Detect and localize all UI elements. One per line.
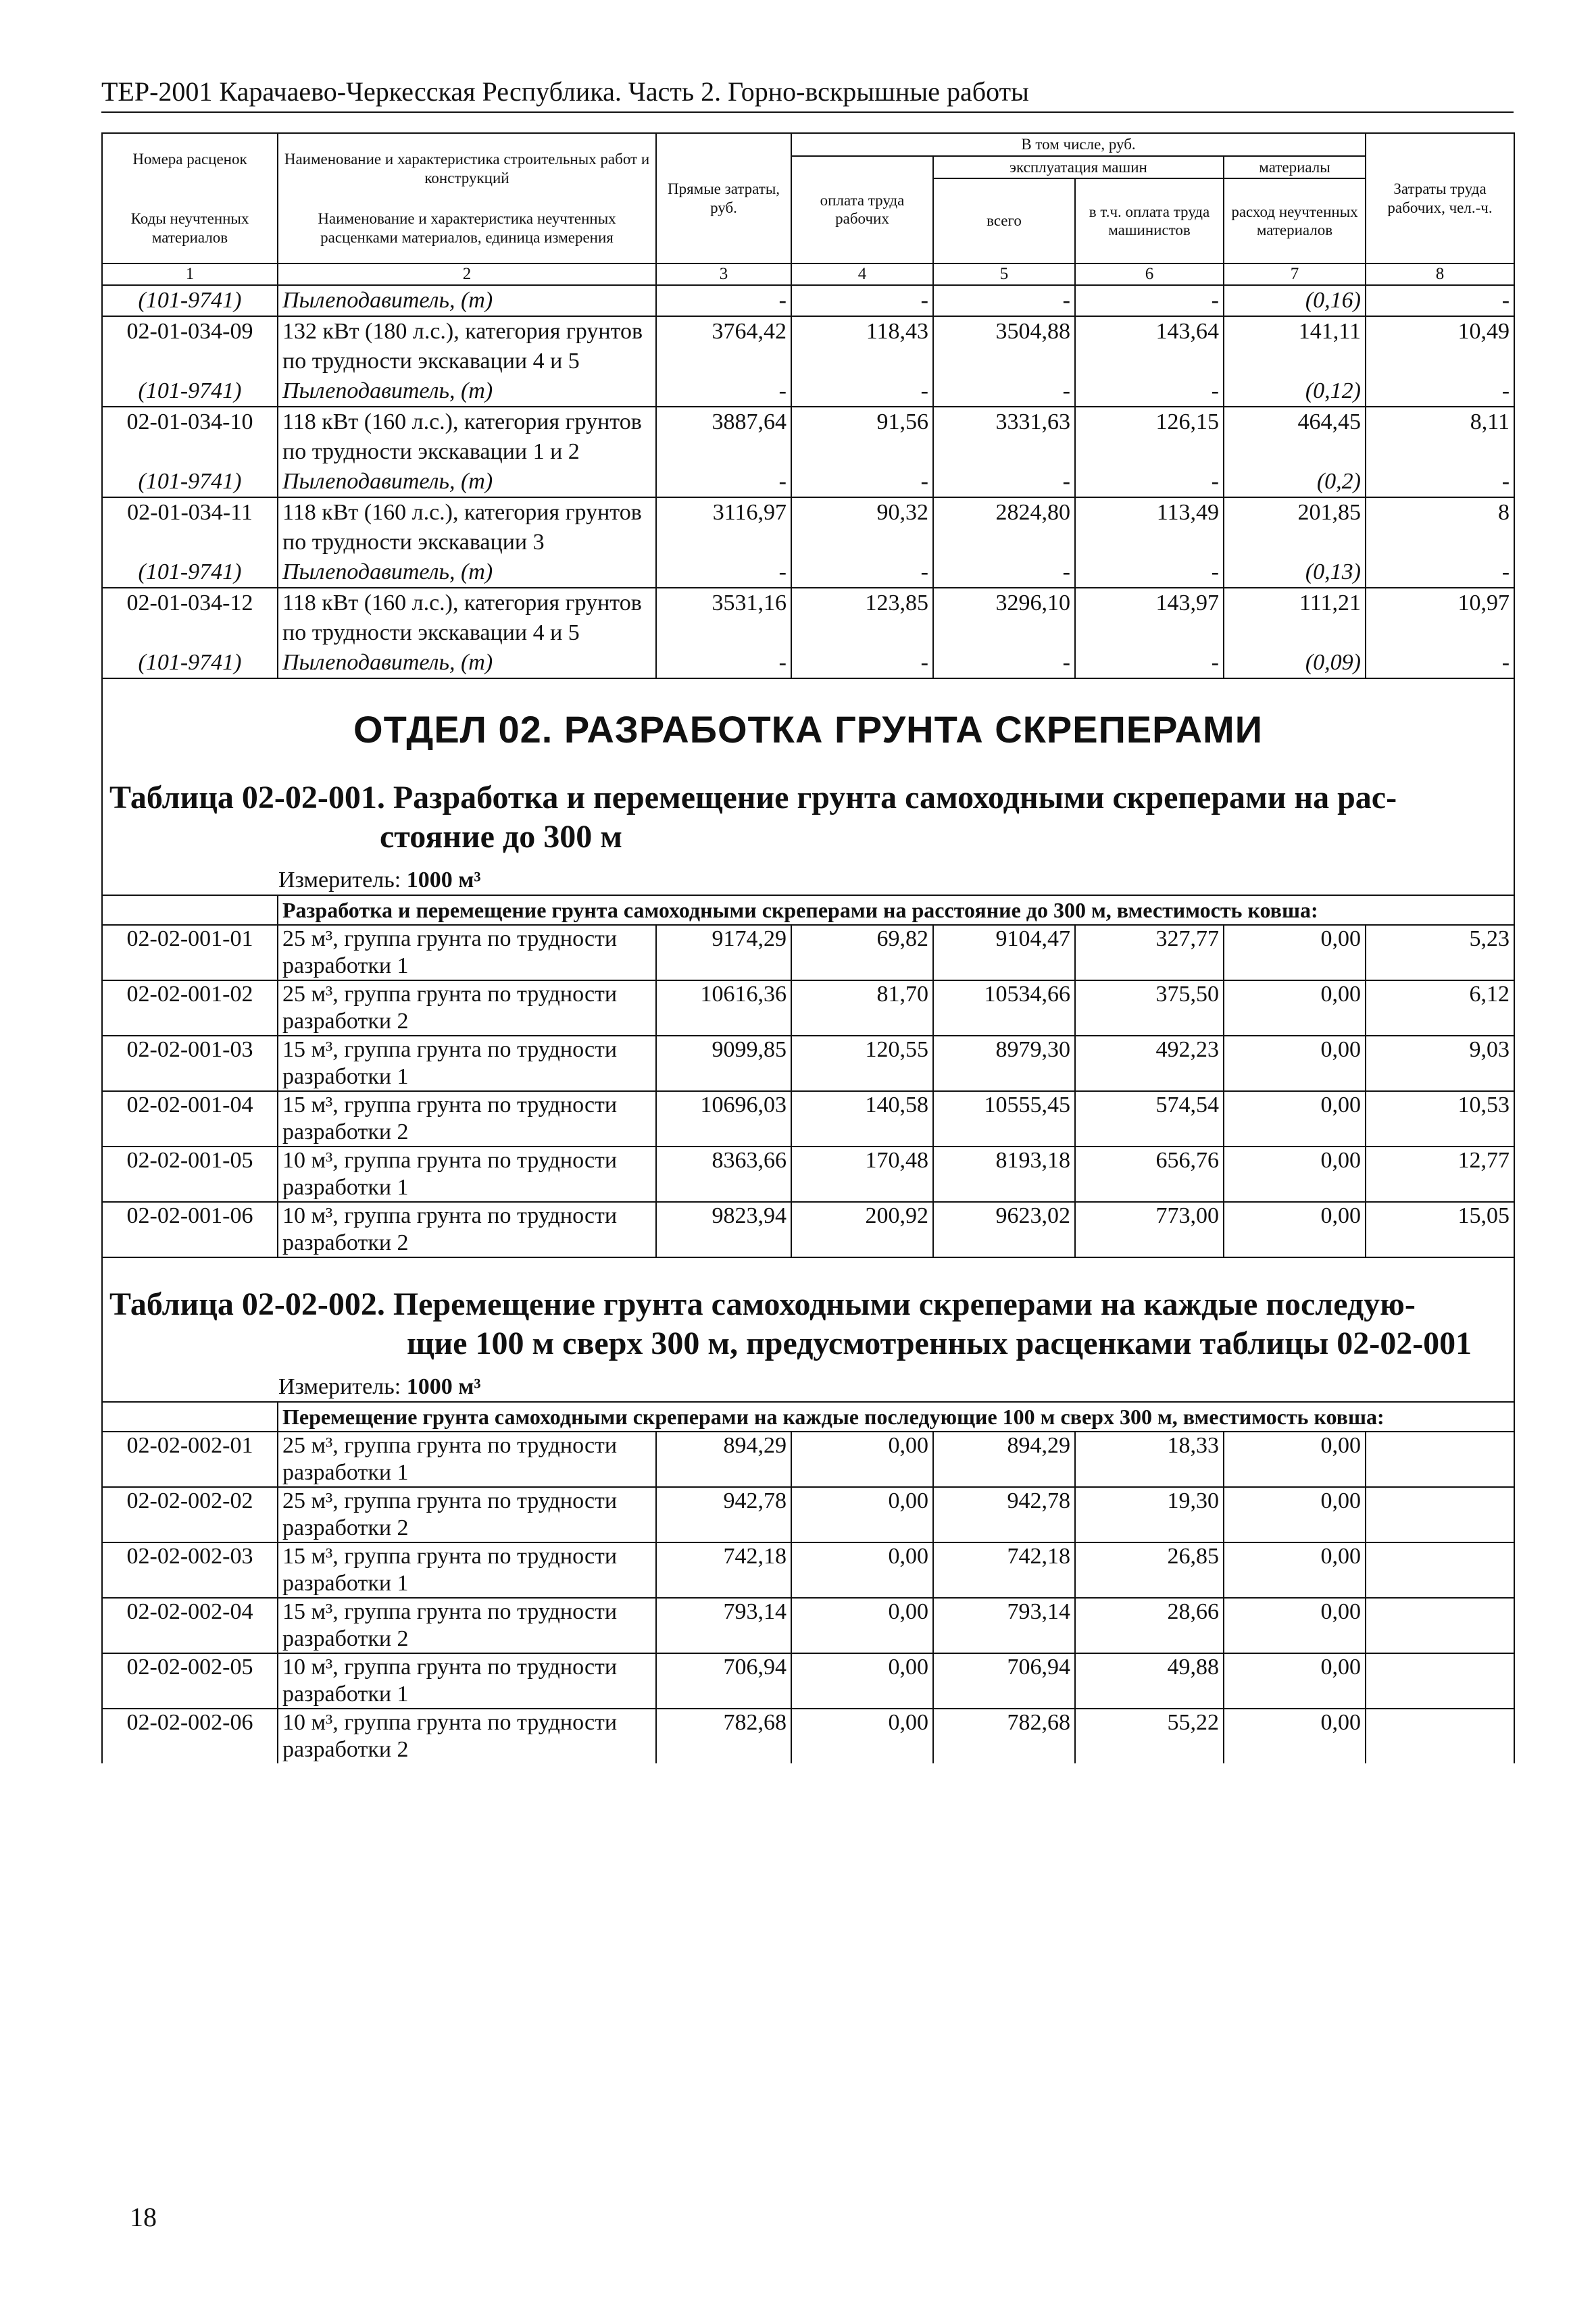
cell-value: (0,09) xyxy=(1224,648,1366,678)
col-machinists: в т.ч. оплата труда машинистов xyxy=(1075,178,1224,263)
measure-label: Измеритель: xyxy=(278,1374,401,1400)
material-row xyxy=(102,376,1514,407)
cell-value: 3531,16 xyxy=(656,588,791,648)
cell-value: 69,82 xyxy=(791,925,933,980)
cell-value: 123,85 xyxy=(791,588,933,648)
cell-code: 02-02-002-01 xyxy=(102,1432,278,1487)
table-row xyxy=(102,316,1514,376)
cell-value: 0,00 xyxy=(791,1709,933,1763)
col-number: 7 xyxy=(1224,263,1366,285)
col-machines-total: всего xyxy=(933,178,1075,263)
cell-value: 3331,63 xyxy=(933,407,1075,467)
cell-code: (101-9741) xyxy=(102,285,278,316)
cell-value: - xyxy=(1075,648,1224,678)
table-row xyxy=(102,1432,1514,1487)
cell-code: (101-9741) xyxy=(102,376,278,407)
rows-02-02-001 xyxy=(102,925,1514,1257)
cell-value: 0,00 xyxy=(791,1542,933,1598)
cell-value: 3764,42 xyxy=(656,316,791,376)
table2-measure xyxy=(107,1363,1510,1400)
cell-name: 10 м³, группа грунта по трудности разработки 1 xyxy=(278,1653,656,1709)
cell-name: 10 м³, группа грунта по трудности разработки 2 xyxy=(278,1709,656,1763)
cell-code: 02-02-001-06 xyxy=(102,1202,278,1257)
cell-value: 742,18 xyxy=(933,1542,1075,1598)
rates-table xyxy=(101,132,1515,1763)
cell-value: 0,00 xyxy=(1224,925,1366,980)
cell-value: - xyxy=(933,376,1075,407)
cell-value: 143,97 xyxy=(1075,588,1224,648)
cell-value: 0,00 xyxy=(1224,1653,1366,1709)
cell-value: 2824,80 xyxy=(933,497,1075,557)
cell-value: 18,33 xyxy=(1075,1432,1224,1487)
cell-value: - xyxy=(656,285,791,316)
cell-value: 5,23 xyxy=(1366,925,1514,980)
cell-value: 170,48 xyxy=(791,1147,933,1202)
cell-value: 9823,94 xyxy=(656,1202,791,1257)
cell-value: - xyxy=(1366,376,1514,407)
cell-value: 0,00 xyxy=(1224,1598,1366,1653)
cell-name: Пылеподавитель, (т) xyxy=(278,648,656,678)
cell-value: (0,13) xyxy=(1224,557,1366,588)
cell-code: 02-02-002-06 xyxy=(102,1709,278,1763)
cell-value: 0,00 xyxy=(1224,1432,1366,1487)
table-row xyxy=(102,1542,1514,1598)
cell-value: 0,00 xyxy=(1224,1709,1366,1763)
material-row xyxy=(102,467,1514,497)
cell-value: - xyxy=(1075,557,1224,588)
table1-title-line1: Таблица 02-02-001. Разработка и перемещение грунта самоходными скреперами на рас- xyxy=(109,780,1397,816)
table-row xyxy=(102,1091,1514,1147)
table2-title xyxy=(107,1278,1510,1363)
cell-value: 81,70 xyxy=(791,980,933,1036)
cell-name: 15 м³, группа грунта по трудности разработки 2 xyxy=(278,1091,656,1147)
cell-value: 120,55 xyxy=(791,1036,933,1091)
cell-value: 793,14 xyxy=(933,1598,1075,1653)
cell-value: - xyxy=(933,648,1075,678)
cell-value: 10555,45 xyxy=(933,1091,1075,1147)
cell-code: 02-02-001-01 xyxy=(102,925,278,980)
col-number: 5 xyxy=(933,263,1075,285)
cell-value: - xyxy=(791,376,933,407)
cell-value: 0,00 xyxy=(1224,1091,1366,1147)
page-header: ТЕР-2001 Карачаево-Черкесская Республика. Часть 2. Горно-вскрышные работы xyxy=(101,76,1514,113)
cell-code: 02-02-001-03 xyxy=(102,1036,278,1091)
cell-value: - xyxy=(791,285,933,316)
cell-value: 0,00 xyxy=(1224,1036,1366,1091)
rows-034 xyxy=(102,285,1514,678)
cell-name: 15 м³, группа грунта по трудности разработки 1 xyxy=(278,1542,656,1598)
cell-value: - xyxy=(656,467,791,497)
measure-label: Измеритель: xyxy=(278,867,401,893)
cell-value: 140,58 xyxy=(791,1091,933,1147)
cell-value: - xyxy=(656,557,791,588)
cell-value: 706,94 xyxy=(656,1653,791,1709)
col-codes-header xyxy=(102,133,278,263)
table1-measure xyxy=(107,857,1510,893)
cell-value: 3296,10 xyxy=(933,588,1075,648)
cell-name: Пылеподавитель, (т) xyxy=(278,285,656,316)
table-row xyxy=(102,1487,1514,1542)
page-number: 18 xyxy=(130,2202,157,2232)
table1-title xyxy=(107,772,1510,857)
col-name-bottom: Наименование и характеристика неучтенных расценками материалов, единица измерения xyxy=(318,210,616,246)
cell-value: (0,12) xyxy=(1224,376,1366,407)
table-row xyxy=(102,1598,1514,1653)
cell-value: 8,11 xyxy=(1366,407,1514,467)
rows-02-02-002 xyxy=(102,1432,1514,1763)
cell-value xyxy=(1366,1598,1514,1653)
cell-value xyxy=(1366,1542,1514,1598)
cell-value: - xyxy=(1075,285,1224,316)
table-row xyxy=(102,407,1514,467)
cell-name: 10 м³, группа грунта по трудности разработки 1 xyxy=(278,1147,656,1202)
cell-value: 19,30 xyxy=(1075,1487,1224,1542)
cell-value: - xyxy=(1366,285,1514,316)
cell-value: 6,12 xyxy=(1366,980,1514,1036)
cell-code: 02-02-001-04 xyxy=(102,1091,278,1147)
cell-value: 464,45 xyxy=(1224,407,1366,467)
cell-value: 143,64 xyxy=(1075,316,1224,376)
section-block xyxy=(102,678,1514,925)
cell-name: 25 м³, группа грунта по трудности разработки 1 xyxy=(278,925,656,980)
col-number: 8 xyxy=(1366,263,1514,285)
cell-code: 02-02-002-02 xyxy=(102,1487,278,1542)
cell-value: - xyxy=(1366,467,1514,497)
cell-value: 0,00 xyxy=(1224,1542,1366,1598)
table2-title-line1: Таблица 02-02-002. Перемещение грунта самоходными скреперами на каждые последую- xyxy=(109,1286,1416,1323)
cell-value: 942,78 xyxy=(656,1487,791,1542)
cell-value xyxy=(1366,1709,1514,1763)
col-number: 6 xyxy=(1075,263,1224,285)
cell-value: - xyxy=(1075,467,1224,497)
cell-value: 375,50 xyxy=(1075,980,1224,1036)
cell-name: 118 кВт (160 л.с.), категория грунтов по трудности экскавации 1 и 2 xyxy=(278,407,656,467)
cell-value: - xyxy=(933,467,1075,497)
table2-subhead: Перемещение грунта самоходными скреперами на каждые последующие 100 м сверх 300 м, вместимость ковша: xyxy=(278,1402,1514,1432)
cell-value: 10616,36 xyxy=(656,980,791,1036)
cell-value: 0,00 xyxy=(791,1487,933,1542)
cell-value xyxy=(1366,1432,1514,1487)
col-direct-costs: Прямые затраты, руб. xyxy=(656,133,791,263)
measure-value: 1000 м³ xyxy=(406,1374,481,1400)
cell-name: 118 кВт (160 л.с.), категория грунтов по трудности экскавации 3 xyxy=(278,497,656,557)
cell-value: 3887,64 xyxy=(656,407,791,467)
main-content xyxy=(101,132,1514,1763)
cell-value: (0,16) xyxy=(1224,285,1366,316)
cell-value: 0,00 xyxy=(1224,980,1366,1036)
col-name-header xyxy=(278,133,656,263)
cell-value: (0,2) xyxy=(1224,467,1366,497)
cell-code: 02-02-002-04 xyxy=(102,1598,278,1653)
cell-value: 26,85 xyxy=(1075,1542,1224,1598)
cell-code: 02-02-002-05 xyxy=(102,1653,278,1709)
material-row xyxy=(102,557,1514,588)
table1-subhead: Разработка и перемещение грунта самоходными скреперами на расстояние до 300 м, вместимость ковша: xyxy=(278,895,1514,925)
cell-value: - xyxy=(933,285,1075,316)
table-row xyxy=(102,1147,1514,1202)
cell-name: 25 м³, группа грунта по трудности разработки 1 xyxy=(278,1432,656,1487)
table-row xyxy=(102,497,1514,557)
table-header xyxy=(102,133,1514,285)
cell-value: 782,68 xyxy=(656,1709,791,1763)
cell-value: 9174,29 xyxy=(656,925,791,980)
cell-value: 773,00 xyxy=(1075,1202,1224,1257)
cell-code: 02-01-034-09 xyxy=(102,316,278,376)
cell-value: 141,11 xyxy=(1224,316,1366,376)
cell-name: 15 м³, группа грунта по трудности разработки 1 xyxy=(278,1036,656,1091)
cell-value: 782,68 xyxy=(933,1709,1075,1763)
col-materials: материалы xyxy=(1224,156,1366,179)
cell-name: Пылеподавитель, (т) xyxy=(278,557,656,588)
table-row xyxy=(102,980,1514,1036)
cell-value: 656,76 xyxy=(1075,1147,1224,1202)
cell-value: 10,49 xyxy=(1366,316,1514,376)
cell-name: 25 м³, группа грунта по трудности разработки 2 xyxy=(278,1487,656,1542)
section-title: ОТДЕЛ 02. РАЗРАБОТКА ГРУНТА СКРЕПЕРАМИ xyxy=(353,708,1263,751)
col-number: 3 xyxy=(656,263,791,285)
cell-code: 02-02-001-02 xyxy=(102,980,278,1036)
table-row xyxy=(102,1202,1514,1257)
cell-value: 9623,02 xyxy=(933,1202,1075,1257)
cell-value: - xyxy=(1366,557,1514,588)
cell-name: 10 м³, группа грунта по трудности разработки 2 xyxy=(278,1202,656,1257)
cell-value: 200,92 xyxy=(791,1202,933,1257)
cell-value: 574,54 xyxy=(1075,1091,1224,1147)
cell-value: 3504,88 xyxy=(933,316,1075,376)
cell-value: 91,56 xyxy=(791,407,933,467)
cell-code: 02-01-034-11 xyxy=(102,497,278,557)
cell-value: 118,43 xyxy=(791,316,933,376)
cell-value: 10,97 xyxy=(1366,588,1514,648)
cell-name: 25 м³, группа грунта по трудности разработки 2 xyxy=(278,980,656,1036)
cell-value: 8979,30 xyxy=(933,1036,1075,1091)
cell-value: 111,21 xyxy=(1224,588,1366,648)
cell-value: 492,23 xyxy=(1075,1036,1224,1091)
cell-value: - xyxy=(1366,648,1514,678)
col-codes-bottom: Коды неучтенных материалов xyxy=(130,210,249,246)
material-row xyxy=(102,285,1514,316)
cell-value: 8 xyxy=(1366,497,1514,557)
cell-value: 126,15 xyxy=(1075,407,1224,467)
cell-value: 793,14 xyxy=(656,1598,791,1653)
cell-value: - xyxy=(933,557,1075,588)
col-number: 4 xyxy=(791,263,933,285)
cell-value: 894,29 xyxy=(656,1432,791,1487)
cell-value: - xyxy=(656,376,791,407)
cell-name: Пылеподавитель, (т) xyxy=(278,467,656,497)
table-row xyxy=(102,588,1514,648)
cell-value: 0,00 xyxy=(791,1653,933,1709)
table-row xyxy=(102,1709,1514,1763)
col-number: 2 xyxy=(278,263,656,285)
cell-value: - xyxy=(1075,376,1224,407)
table1-title-line2: стояние до 300 м xyxy=(380,819,622,855)
col-labor: Затраты труда рабочих, чел.-ч. xyxy=(1366,133,1514,263)
cell-value: 113,49 xyxy=(1075,497,1224,557)
measure-value: 1000 м³ xyxy=(406,867,481,893)
col-name-top: Наименование и характеристика строительных работ и конструкций xyxy=(284,151,650,186)
cell-value: 49,88 xyxy=(1075,1653,1224,1709)
cell-value: 327,77 xyxy=(1075,925,1224,980)
cell-code: 02-02-001-05 xyxy=(102,1147,278,1202)
table2-block xyxy=(102,1257,1514,1432)
cell-value: - xyxy=(791,557,933,588)
cell-value: - xyxy=(656,648,791,678)
cell-code: (101-9741) xyxy=(102,557,278,588)
cell-value: 201,85 xyxy=(1224,497,1366,557)
col-wages: оплата труда рабочих xyxy=(791,156,933,264)
cell-value: 90,32 xyxy=(791,497,933,557)
cell-value: 9099,85 xyxy=(656,1036,791,1091)
cell-value: 28,66 xyxy=(1075,1598,1224,1653)
cell-name: 132 кВт (180 л.с.), категория грунтов по трудности экскавации 4 и 5 xyxy=(278,316,656,376)
cell-value: 8193,18 xyxy=(933,1147,1075,1202)
cell-value: - xyxy=(791,648,933,678)
cell-value: 12,77 xyxy=(1366,1147,1514,1202)
cell-value: 0,00 xyxy=(1224,1147,1366,1202)
cell-value: 9,03 xyxy=(1366,1036,1514,1091)
cell-name: 15 м³, группа грунта по трудности разработки 2 xyxy=(278,1598,656,1653)
col-materials-sub: расход неучтенных материалов xyxy=(1224,178,1366,263)
cell-code: 02-01-034-12 xyxy=(102,588,278,648)
table2-title-line2: щие 100 м сверх 300 м, предусмотренных расценками таблицы 02-02-001 xyxy=(407,1326,1472,1362)
table-row xyxy=(102,1036,1514,1091)
cell-code: 02-01-034-10 xyxy=(102,407,278,467)
cell-code: (101-9741) xyxy=(102,467,278,497)
cell-value: 8363,66 xyxy=(656,1147,791,1202)
cell-value: 10,53 xyxy=(1366,1091,1514,1147)
cell-name: Пылеподавитель, (т) xyxy=(278,376,656,407)
cell-value xyxy=(1366,1487,1514,1542)
cell-value: 55,22 xyxy=(1075,1709,1224,1763)
cell-value xyxy=(1366,1653,1514,1709)
cell-value: 894,29 xyxy=(933,1432,1075,1487)
cell-value: 9104,47 xyxy=(933,925,1075,980)
cell-code: (101-9741) xyxy=(102,648,278,678)
cell-value: 10696,03 xyxy=(656,1091,791,1147)
cell-value: 0,00 xyxy=(1224,1487,1366,1542)
cell-value: 15,05 xyxy=(1366,1202,1514,1257)
cell-value: 706,94 xyxy=(933,1653,1075,1709)
cell-value: 942,78 xyxy=(933,1487,1075,1542)
cell-code: 02-02-002-03 xyxy=(102,1542,278,1598)
col-incl-header: В том числе, руб. xyxy=(791,133,1366,156)
cell-value: 742,18 xyxy=(656,1542,791,1598)
table-row xyxy=(102,1653,1514,1709)
material-row xyxy=(102,648,1514,678)
col-number: 1 xyxy=(102,263,278,285)
table-row xyxy=(102,925,1514,980)
cell-value: 10534,66 xyxy=(933,980,1075,1036)
cell-name: 118 кВт (160 л.с.), категория грунтов по трудности экскавации 4 и 5 xyxy=(278,588,656,648)
cell-value: 0,00 xyxy=(791,1598,933,1653)
cell-value: - xyxy=(791,467,933,497)
cell-value: 3116,97 xyxy=(656,497,791,557)
col-machines: эксплуатация машин xyxy=(933,156,1224,179)
cell-value: 0,00 xyxy=(791,1432,933,1487)
cell-value: 0,00 xyxy=(1224,1202,1366,1257)
col-codes-top: Номера расценок xyxy=(132,151,247,168)
